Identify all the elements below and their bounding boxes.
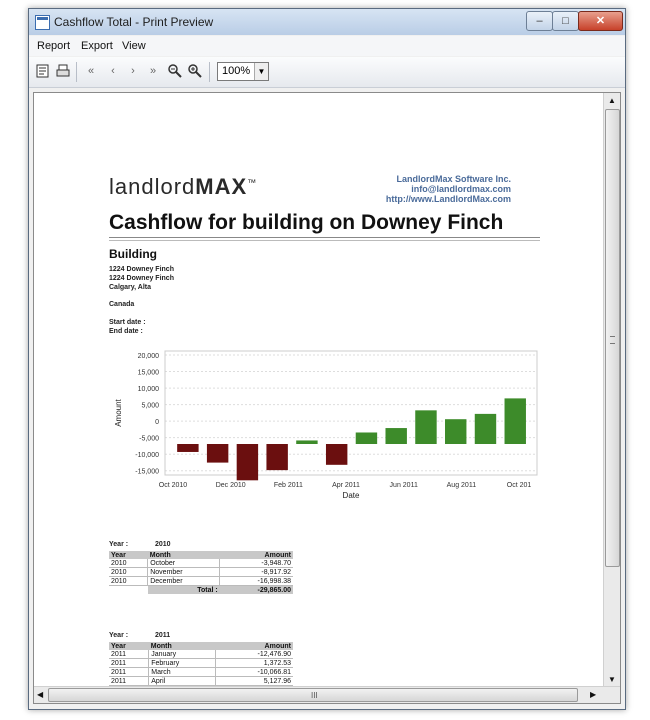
title-divider <box>109 237 540 241</box>
y-tick-label: 20,000 <box>137 353 159 360</box>
bar <box>177 444 198 452</box>
cell-month: April <box>149 677 216 686</box>
cell-amount: -10,066.81 <box>216 668 293 677</box>
start-date-label: Start date : <box>109 319 146 326</box>
column-header: Month <box>148 551 220 559</box>
cell-amount: -12,476.90 <box>216 650 293 659</box>
report-page <box>35 94 602 686</box>
zoom-value: 100% <box>222 65 251 77</box>
y-tick-label: -5,000 <box>139 435 159 443</box>
y-tick-label: 10,000 <box>137 386 159 394</box>
zoom-select[interactable] <box>217 62 269 81</box>
x-tick-label: Oct 201 <box>506 482 532 489</box>
table-row <box>109 577 293 586</box>
address-line: 1224 Downey Finch <box>109 275 174 282</box>
bar <box>505 398 526 444</box>
cell-amount: -3,948.70 <box>220 559 293 568</box>
cell-amount: -8,917.92 <box>220 568 293 577</box>
close-button[interactable]: ✕ <box>578 11 623 31</box>
x-tick-label: Dec 2010 <box>215 482 246 489</box>
bar <box>475 414 496 444</box>
company-email: info@landlordmax.com <box>411 184 511 194</box>
scroll-up-icon[interactable]: ▲ <box>608 96 616 105</box>
bar <box>237 444 258 480</box>
column-header: Amount <box>220 551 293 559</box>
horizontal-scroll-thumb[interactable]: III <box>48 688 578 702</box>
country: Canada <box>109 301 135 308</box>
y-tick-label: -10,000 <box>135 452 159 460</box>
y-axis-label: Amount <box>114 399 123 427</box>
scroll-left-icon[interactable]: ◀ <box>37 690 44 699</box>
building-heading: Building <box>109 247 157 261</box>
year-label: Year : <box>109 541 129 548</box>
year-label: Year : <box>109 632 129 639</box>
cell-year: 2011 <box>109 677 149 686</box>
table-row <box>109 677 293 686</box>
chevron-down-icon[interactable]: ▼ <box>254 63 268 80</box>
table-row <box>109 650 293 659</box>
bar <box>296 440 317 444</box>
x-axis-label: Date <box>342 491 360 500</box>
bar <box>385 428 406 444</box>
cell-month: November <box>148 568 220 577</box>
company-info <box>375 174 511 204</box>
table-row <box>109 659 293 668</box>
table-row <box>109 568 293 577</box>
scroll-down-icon[interactable]: ▼ <box>608 675 616 684</box>
column-header: Amount <box>216 642 293 650</box>
cell-amount: 1,372.53 <box>216 659 293 668</box>
x-tick-label: Aug 2011 <box>446 482 477 489</box>
title-bar[interactable] <box>29 9 625 35</box>
x-tick-label: Oct 2010 <box>158 482 188 489</box>
vertical-scrollbar[interactable] <box>603 93 620 687</box>
cell-month: October <box>148 559 220 568</box>
cell-year: 2011 <box>109 650 149 659</box>
cell-amount: -16,998.38 <box>220 577 293 586</box>
cell-year: 2011 <box>109 659 149 668</box>
cell-year: 2010 <box>109 568 148 577</box>
cashflow-table-2010 <box>109 551 293 594</box>
x-tick-label: Feb 2011 <box>273 482 303 489</box>
toolbar <box>29 57 625 88</box>
bar <box>207 444 228 463</box>
menu-bar <box>29 36 625 56</box>
cell-year: 2010 <box>109 559 148 568</box>
print-icon[interactable] <box>55 63 71 79</box>
address-line: Calgary, Alta <box>109 284 152 291</box>
address-line: 1224 Downey Finch <box>109 266 174 273</box>
vertical-scroll-thumb[interactable] <box>605 109 620 567</box>
page-setup-icon[interactable] <box>35 63 51 79</box>
bar <box>356 432 377 444</box>
menu-view[interactable]: View <box>122 40 146 52</box>
column-header: Year <box>109 642 149 650</box>
x-tick-label: Apr 2011 <box>332 482 360 489</box>
previous-page-icon[interactable]: ‹ <box>111 65 115 77</box>
next-page-icon[interactable]: › <box>131 65 135 77</box>
zoom-in-icon[interactable] <box>187 63 203 79</box>
last-page-icon[interactable]: » <box>149 65 157 77</box>
app-icon <box>35 15 50 30</box>
x-tick-label: Jun 2011 <box>389 482 418 489</box>
total-label: Total : <box>148 586 220 595</box>
year-value: 2010 <box>155 541 171 548</box>
end-date-label: End date : <box>109 328 143 335</box>
y-tick-label: -15,000 <box>135 468 159 476</box>
total-row <box>109 586 293 595</box>
cell-year: 2011 <box>109 668 149 677</box>
menu-export[interactable]: Export <box>81 40 113 52</box>
bar <box>326 444 347 465</box>
cashflow-bar-chart <box>107 339 547 509</box>
zoom-out-icon[interactable] <box>167 63 183 79</box>
company-name: LandlordMax Software Inc. <box>396 174 511 184</box>
cashflow-table-2011 <box>109 642 293 686</box>
bar <box>266 444 287 470</box>
window-title: Cashflow Total - Print Preview <box>54 15 214 29</box>
column-header: Year <box>109 551 148 559</box>
preview-viewport <box>33 92 621 704</box>
company-url: http://www.LandlordMax.com <box>385 194 511 204</box>
cell-month: March <box>149 668 216 677</box>
cell-month: February <box>149 659 216 668</box>
first-page-icon[interactable]: « <box>87 65 95 77</box>
y-tick-label: 0 <box>155 419 159 427</box>
bar <box>415 410 436 444</box>
bar <box>445 419 466 444</box>
total-value: -29,865.00 <box>220 586 293 595</box>
cell-year: 2010 <box>109 577 148 586</box>
cell-amount: 5,127.96 <box>216 677 293 686</box>
y-tick-label: 5,000 <box>141 402 159 410</box>
minimize-button[interactable]: – <box>526 11 553 31</box>
table-row <box>109 559 293 568</box>
report-title: Cashflow for building on Downey Finch <box>109 211 504 234</box>
horizontal-scrollbar[interactable] <box>34 686 620 703</box>
y-tick-label: 15,000 <box>137 369 159 377</box>
print-preview-window <box>28 8 626 710</box>
cell-month: December <box>148 577 220 586</box>
column-header: Month <box>149 642 216 650</box>
scroll-right-icon[interactable]: ▶ <box>590 690 597 699</box>
landlordmax-logo: landlordMAX™ <box>109 174 258 199</box>
menu-report[interactable]: Report <box>37 40 71 52</box>
cell-month: January <box>149 650 216 659</box>
table-row <box>109 668 293 677</box>
maximize-button[interactable]: □ <box>552 11 579 31</box>
year-value: 2011 <box>155 632 171 639</box>
